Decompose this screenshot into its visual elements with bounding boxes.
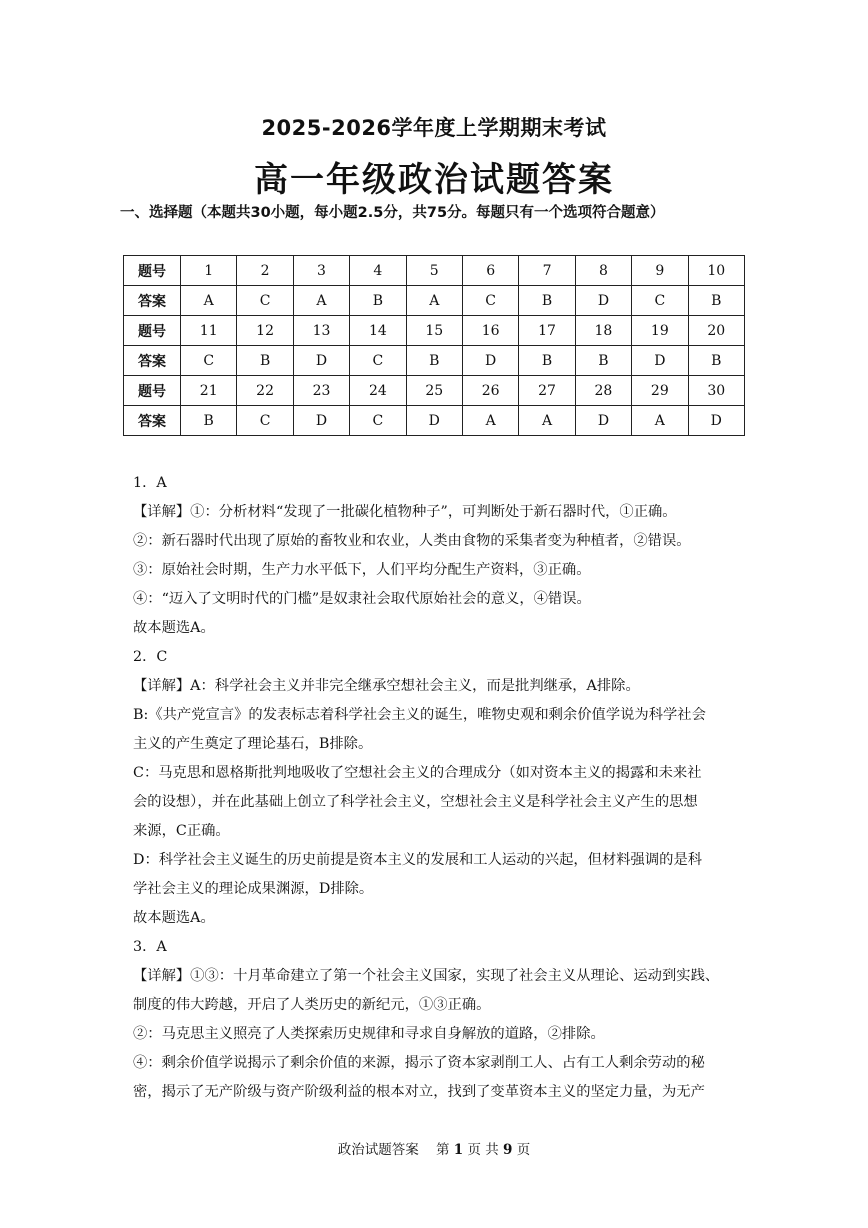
footer-page-prefix: 第 — [435, 1142, 450, 1158]
answer-cell: A — [519, 406, 575, 436]
question-number: 12 — [237, 316, 293, 346]
footer-page-total: 9 — [503, 1142, 513, 1158]
footer-doc-name: 政治试题答案 — [337, 1142, 419, 1158]
answer-row — [124, 286, 745, 316]
number-row — [124, 376, 745, 406]
question-number: 18 — [575, 316, 631, 346]
answer-cell: B — [181, 406, 237, 436]
explanation-line: 密，揭示了无产阶级与资产阶级利益的根本对立，找到了变革资本主义的坚定力量，为无产 — [133, 1084, 705, 1100]
number-row — [124, 256, 745, 286]
explanation-line: 【详解】①：分析材料“发现了一批碳化植物种子”，可判断处于新石器时代，①正确。 — [133, 504, 677, 520]
answer-cell: A — [632, 406, 688, 436]
explanation-line: ③：原始社会时期，生产力水平低下，人们平均分配生产资料，③正确。 — [133, 562, 591, 578]
answer-cell: C — [237, 406, 293, 436]
explanation-line: ②：新石器时代出现了原始的畜牧业和农业，人类由食物的采集者变为种植者，②错误。 — [133, 533, 691, 549]
number-row — [124, 316, 745, 346]
footer-page-number: 1 — [453, 1142, 464, 1158]
explanation-line: 2．C — [133, 649, 168, 665]
answer-cell: B — [350, 286, 406, 316]
question-number: 20 — [688, 316, 744, 346]
answer-cell: D — [632, 346, 688, 376]
footer-page-mid: 页 共 — [467, 1142, 499, 1158]
question-number: 27 — [519, 376, 575, 406]
explanation-line: B:《共产党宣言》的发表标志着科学社会主义的诞生，唯物史观和剩余价值学说为科学社会 — [133, 707, 706, 723]
answer-cell: A — [462, 406, 518, 436]
explanation-line: 会的设想），并在此基础上创立了科学社会主义，空想社会主义是科学社会主义产生的思想 — [133, 794, 698, 810]
answer-cell: B — [519, 286, 575, 316]
answer-cell: D — [462, 346, 518, 376]
number-row-label: 题号 — [124, 316, 181, 346]
question-number: 30 — [688, 376, 744, 406]
subject-title: 高一年级政治试题答案 — [254, 160, 614, 200]
explanations — [133, 469, 741, 1107]
answer-cell: B — [406, 346, 462, 376]
answer-cell: C — [462, 286, 518, 316]
answer-cell: C — [632, 286, 688, 316]
answer-cell: A — [406, 286, 462, 316]
question-number: 22 — [237, 376, 293, 406]
explanation-line: 制度的伟大跨越，开启了人类历史的新纪元，①③正确。 — [133, 997, 491, 1013]
question-number: 21 — [181, 376, 237, 406]
answer-cell: D — [688, 406, 744, 436]
question-number: 8 — [575, 256, 631, 286]
question-number: 10 — [688, 256, 744, 286]
page-footer — [0, 1138, 868, 1158]
question-number: 6 — [462, 256, 518, 286]
footer-page-suffix: 页 — [516, 1142, 531, 1158]
question-number: 28 — [575, 376, 631, 406]
explanation-line: 故本题选A。 — [133, 910, 215, 926]
explanation-line: D：科学社会主义诞生的历史前提是资本主义的发展和工人运动的兴起，但材料强调的是科 — [133, 852, 703, 868]
question-number: 13 — [293, 316, 349, 346]
answer-cell: D — [575, 286, 631, 316]
answer-cell: C — [237, 286, 293, 316]
answer-row-label: 答案 — [124, 406, 181, 436]
question-number: 5 — [406, 256, 462, 286]
question-number: 11 — [181, 316, 237, 346]
answer-cell: C — [350, 406, 406, 436]
question-number: 2 — [237, 256, 293, 286]
answer-cell: D — [575, 406, 631, 436]
explanation-line: 来源，C正确。 — [133, 823, 230, 839]
question-number: 15 — [406, 316, 462, 346]
question-number: 19 — [632, 316, 688, 346]
explanation-line: 主义的产生奠定了理论基石，B排除。 — [133, 736, 373, 752]
question-number: 25 — [406, 376, 462, 406]
answer-cell: B — [237, 346, 293, 376]
exam-title: 2025-2026学年度上学期期末考试 — [261, 116, 607, 140]
answer-cell: B — [519, 346, 575, 376]
question-number: 3 — [293, 256, 349, 286]
question-number: 9 — [632, 256, 688, 286]
explanation-line: 【详解】A：科学社会主义并非完全继承空想社会主义，而是批判继承，A排除。 — [133, 678, 640, 694]
explanation-line: ④：剩余价值学说揭示了剩余价值的来源，揭示了资本家剥削工人、占有工人剩余劳动的秘 — [133, 1055, 705, 1071]
answer-cell: D — [293, 406, 349, 436]
answer-row-label: 答案 — [124, 286, 181, 316]
question-number: 23 — [293, 376, 349, 406]
answer-cell: B — [688, 286, 744, 316]
answer-table — [123, 255, 745, 436]
answer-cell: B — [575, 346, 631, 376]
number-row-label: 题号 — [124, 256, 181, 286]
answer-cell: B — [688, 346, 744, 376]
answer-cell: A — [181, 286, 237, 316]
question-number: 17 — [519, 316, 575, 346]
question-number: 4 — [350, 256, 406, 286]
question-number: 26 — [462, 376, 518, 406]
answer-row-label: 答案 — [124, 346, 181, 376]
explanation-line: 故本题选A。 — [133, 620, 215, 636]
explanation-line: 3．A — [133, 939, 167, 955]
answer-cell: C — [181, 346, 237, 376]
number-row-label: 题号 — [124, 376, 181, 406]
explanation-line: 【详解】①③：十月革命建立了第一个社会主义国家，实现了社会主义从理论、运动到实践、 — [133, 968, 720, 984]
question-number: 14 — [350, 316, 406, 346]
explanation-line: ②：马克思主义照亮了人类探索历史规律和寻求自身解放的道路，②排除。 — [133, 1026, 605, 1042]
section-heading: 一、选择题（本题共30小题，每小题2.5分，共75分。每题只有一个选项符合题意） — [120, 205, 665, 221]
question-number: 24 — [350, 376, 406, 406]
explanation-line: 1．A — [133, 475, 167, 491]
answer-row — [124, 346, 745, 376]
answer-cell: A — [293, 286, 349, 316]
answer-row — [124, 406, 745, 436]
question-number: 29 — [632, 376, 688, 406]
explanation-line: 学社会主义的理论成果渊源，D排除。 — [133, 881, 374, 897]
answer-cell: D — [406, 406, 462, 436]
question-number: 7 — [519, 256, 575, 286]
explanation-line: C：马克思和恩格斯批判地吸收了空想社会主义的合理成分（如对资本主义的揭露和未来社 — [133, 765, 702, 781]
answer-cell: C — [350, 346, 406, 376]
question-number: 1 — [181, 256, 237, 286]
question-number: 16 — [462, 316, 518, 346]
answer-cell: D — [293, 346, 349, 376]
explanation-line: ④：“迈入了文明时代的门槛”是奴隶社会取代原始社会的意义，④错误。 — [133, 591, 591, 607]
